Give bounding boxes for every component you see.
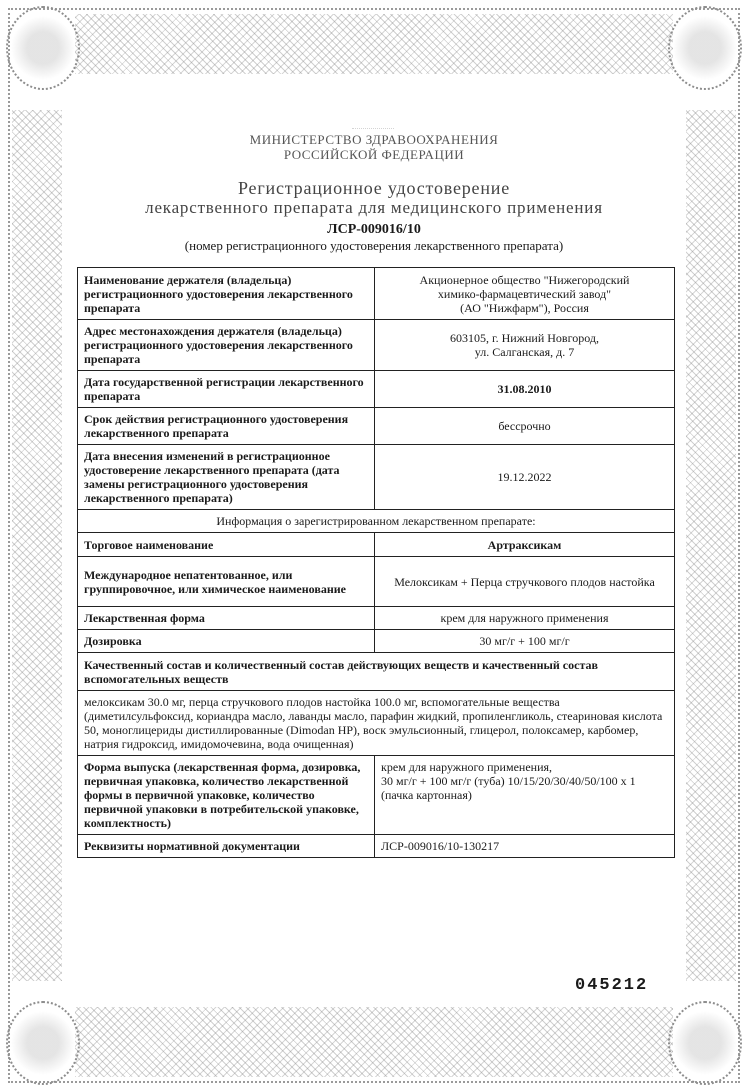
- registration-date-label: Дата государственной регистрации лекарственного препарата: [78, 371, 375, 408]
- corner-rosette-icon: [6, 6, 80, 90]
- address-line: ул. Салганская, д. 7: [474, 345, 575, 359]
- ministry-heading: [0, 132, 748, 162]
- holder-name-label: Наименование держателя (владельца) регистрационного удостоверения лекарственного препарата: [78, 268, 375, 320]
- release-form-line: крем для наружного применения,: [381, 760, 553, 774]
- ministry-line-1: МИНИСТЕРСТВО ЗДРАВООХРАНЕНИЯ: [249, 132, 499, 147]
- table-row: [78, 533, 675, 557]
- trade-name-label: Торговое наименование: [78, 533, 375, 557]
- certificate-table: [77, 267, 675, 858]
- table-row: [78, 653, 675, 691]
- normative-docs-label: Реквизиты нормативной документации: [78, 835, 375, 858]
- corner-rosette-icon: [668, 6, 742, 90]
- table-row: [78, 320, 675, 371]
- holder-name-line: Акционерное общество "Нижегородский: [419, 272, 630, 287]
- release-form-label: Форма выпуска (лекарственная форма, дозировка, первичная упаковка, количество лекарственной формы в первичной упаковке, количество первичной упаковки в потребительской упаковке, комплектность): [78, 756, 375, 835]
- corner-rosette-icon: [668, 1001, 742, 1085]
- registration-date-value: 31.08.2010: [375, 371, 675, 408]
- guilloche-top: [75, 14, 673, 74]
- change-date-label: Дата внесения изменений в регистрационное удостоверение лекарственного препарата (дата замены регистрационного удостоверения лекарственного препарата): [78, 445, 375, 510]
- table-row: [78, 445, 675, 510]
- change-date-value: 19.12.2022: [375, 445, 675, 510]
- dosage-value: 30 мг/г + 100 мг/г: [375, 630, 675, 653]
- table-row: [78, 557, 675, 607]
- validity-label: Срок действия регистрационного удостоверения лекарственного препарата: [78, 408, 375, 445]
- corner-rosette-icon: [6, 1001, 80, 1085]
- dosage-form-label: Лекарственная форма: [78, 607, 375, 630]
- ministry-line-2: РОССИЙСКОЙ ФЕДЕРАЦИИ: [283, 147, 465, 162]
- holder-name-value: [375, 268, 675, 320]
- inn-label: Международное непатентованное, или группировочное, или химическое наименование: [78, 557, 375, 607]
- title-line-2: лекарственного препарата для медицинского применения: [145, 198, 603, 217]
- normative-docs-value: ЛСР-009016/10-130217: [375, 835, 675, 858]
- holder-address-value: [375, 320, 675, 371]
- table-row: [78, 835, 675, 858]
- table-row: [78, 371, 675, 408]
- composition-text: мелоксикам 30.0 мг, перца стручкового плодов настойка 100.0 мг, вспомогательные вещества (диметилсульфоксид, кориандра масло, лаванды масло, парафин жидкий, пропиленгликоль, стеариновая кислота 50, моноглицериды дистиллированные (Dimodan HP), воск эмульсионный, глицерол, полоксамер, карбомер, натрия гидроксид, имидомочевина, вода очищенная): [78, 691, 675, 756]
- state-emblem-icon: [352, 88, 394, 129]
- composition-title: Качественный состав и количественный состав действующих веществ и качественный состав вспомогательных веществ: [78, 653, 675, 691]
- inn-value: Мелоксикам + Перца стручкового плодов настойка: [375, 557, 675, 607]
- table-row: [78, 756, 675, 835]
- holder-address-label: Адрес местонахождения держателя (владельца) регистрационного удостоверения лекарственного препарата: [78, 320, 375, 371]
- validity-value: бессрочно: [375, 408, 675, 445]
- release-form-line: 30 мг/г + 100 мг/г (туба) 10/15/20/30/40/50/100 x 1 (пачка картонная): [381, 774, 636, 802]
- drug-info-section-title: Информация о зарегистрированном лекарственном препарате:: [78, 510, 675, 533]
- dosage-label: Дозировка: [78, 630, 375, 653]
- table-row: [78, 691, 675, 756]
- dosage-form-value: крем для наружного применения: [375, 607, 675, 630]
- registration-number: ЛСР-009016/10: [327, 222, 421, 237]
- table-row: [78, 408, 675, 445]
- table-row: [78, 268, 675, 320]
- table-row: [78, 510, 675, 533]
- guilloche-bottom: [75, 1007, 673, 1077]
- holder-name-line: химико-фармацевтический завод": [437, 286, 612, 301]
- table-row: [78, 630, 675, 653]
- registration-number-note: (номер регистрационного удостоверения лекарственного препарата): [184, 238, 564, 253]
- address-line: 603105, г. Нижний Новгород,: [450, 331, 599, 345]
- serial-number: 045212: [575, 976, 649, 995]
- holder-name-line: (АО "Нижфарм"), Россия: [460, 300, 589, 315]
- trade-name-value: Артраксикам: [375, 533, 675, 557]
- title-line-1: Регистрационное удостоверение: [237, 178, 510, 198]
- table-row: [78, 607, 675, 630]
- release-form-value: [375, 756, 675, 835]
- document-title: [0, 178, 748, 218]
